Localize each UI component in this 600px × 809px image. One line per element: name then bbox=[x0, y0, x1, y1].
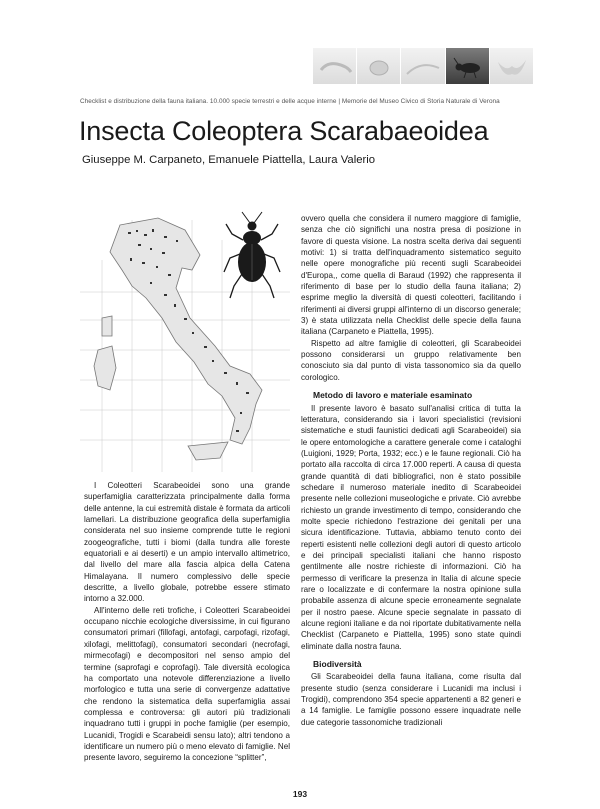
article-authors: Giuseppe M. Carpaneto, Emanuele Piattella, Laura Valerio bbox=[82, 154, 376, 166]
paragraph: ovvero quella che considera il numero maggiore di famiglie, senza che ciò significhi una nostra presa di posizione in favore di questa visione. La nostra scelta deriva dai seguenti motivi: 1) si tratta dell'inquadramento sistematico seguito nelle opere monografiche più recenti sugli Scarabeoidei d'Europa,, come quella di Baraud (1992) che rappresenta il riferimento di base per lo studio della fauna italiana; 2) esprime meglio la diversità di questi coleotteri, facilitando i riferimenti ai diversi gruppi all'interno di un discorso generale; 3) è stata utilizzata nella Checklist delle specie della fauna italiana (Carpaneto e Piattella, 1995). bbox=[301, 214, 521, 337]
paragraph: Rispetto ad altre famiglie di coleotteri, gli Scarabeoidei possono considerarsi un gruppo relativamente ben conosciuto sia dal punto di vista tassonomico sia da quello corologico. bbox=[301, 338, 521, 382]
section-heading-method: Metodo di lavoro e materiale esaminato bbox=[313, 390, 473, 401]
right-text-column bbox=[301, 213, 521, 728]
running-head: Checklist e distribuzione della fauna italiana. 10.000 specie terrestri e delle acque interne | Memorie del Museo Civico di Storia Naturale di Verona bbox=[80, 98, 500, 105]
section-heading-biodiversity: Biodiversità bbox=[313, 659, 362, 670]
paragraph: I Coleotteri Scarabeoidei sono una grande superfamiglia caratterizzata principalmente dalla forma delle antenne, la cui estremità distale è formata da articoli lamellari. La distribuzione geografica della superfamiglia considerata nel suo insieme comprende tutte le regioni zoogeografiche, tutti i biomi (dalla tundra alle foreste equatoriali e ai deserti) e un ampio intervallo altimetrico, dal livello del mare alla fascia alpica della Catena Himalayana. Il numero complessivo delle specie descritte, a livello globale, potrebbe essere stimato intorno a 32.000. bbox=[84, 481, 290, 604]
thumbnail-worm-image bbox=[401, 48, 444, 84]
paragraph: Il presente lavoro è basato sull'analisi critica di tutta la letteratura, considerando sia i lavori specialistici (revisioni sistematiche e studi faunistici dedicati agli Scarabeoidei) sia le opere entomologiche a carattere generale come i cataloghi (Luigioni, 1929; Porta, 1932; ecc.) e le faune regionali. Ciò ha portato alla raccolta di circa 17.000 reperti. A causa di questa grande quantità di dati bibliografici, non è stato possibile schedare il numeroso materiale inedito di Scarabeoidei presente nelle collezioni museologiche e private. Ciò avrebbe richiesto un grande investimento di tempo, considerando che molte specie richiedono l'estrazione dei genitali per una sicura identificazione. Tuttavia, abbiamo tenuto conto dei reperti esistenti nelle collezioni degli autori di questo articolo e dei principali specialisti italiani che hanno risposto gentilmente alle nostre richieste di informazioni. Ciò ha permesso di verificare la presenza in Italia di alcune specie rare o localizzate e di confermare la nostra opinione sulla probabile assenza di alcune specie erroneamente segnalate per il nostro paese. Alcune specie segnalate in passato di alcune regioni italiane e da noi riportate dubitativamente nella Checklist (Carpaneto e Piattella, 1995) sono state quindi eliminate dalla nostra fauna. bbox=[301, 403, 521, 651]
header-thumbnail-strip bbox=[313, 48, 533, 84]
thumbnail-bat-image bbox=[490, 48, 533, 84]
paragraph: All'interno delle reti trofiche, i Coleotteri Scarabeoidei occupano nicchie ecologiche diversissime, in cui figurano consumatori primari (fillofagi, antofagi, carpofagi, rizofagi, xilofagi, melittofagi), consumatori secondari (necrofagi, mirmecofagi) e decompositori nel senso ampio del termine (saprofagi e coprofagi). Tale diversità ecologica ha comportato una notevole differenziazione a livello morfologico e tutta una serie di convergenze adattative che rendono la sistematica della superfamiglia assai complessa e controversa: gli autori più tradizionali inquadrano tutti i gruppi in poche famiglie (per esempio, Lucanidi, Trogidi e Scarabeidi sensu lato); altri tendono a identificare un numero più o meno elevato di famiglie. Nel presente lavoro, seguiremo la concezione “splitter”, bbox=[84, 605, 290, 763]
article-title: Insecta Coleoptera Scarabaeoidea bbox=[79, 116, 489, 146]
thumbnail-beetle-image bbox=[446, 48, 489, 84]
italy-map-illustration bbox=[80, 200, 290, 472]
distribution-map-figure bbox=[80, 200, 290, 472]
thumbnail-shell-image bbox=[357, 48, 400, 84]
left-text-column bbox=[84, 480, 290, 764]
paragraph: Gli Scarabeoidei della fauna italiana, come risulta dal presente studio (senza considerare i Lucanidi ma inclusi i Trogidi), comprendono 354 specie appartenenti a 82 generi e a 14 famiglie. Le famiglie possono essere inquadrate nelle due categorie tassonomiche tradizionali bbox=[301, 672, 521, 727]
thumbnail-larva-image bbox=[313, 48, 356, 84]
page-number: 193 bbox=[292, 789, 308, 799]
